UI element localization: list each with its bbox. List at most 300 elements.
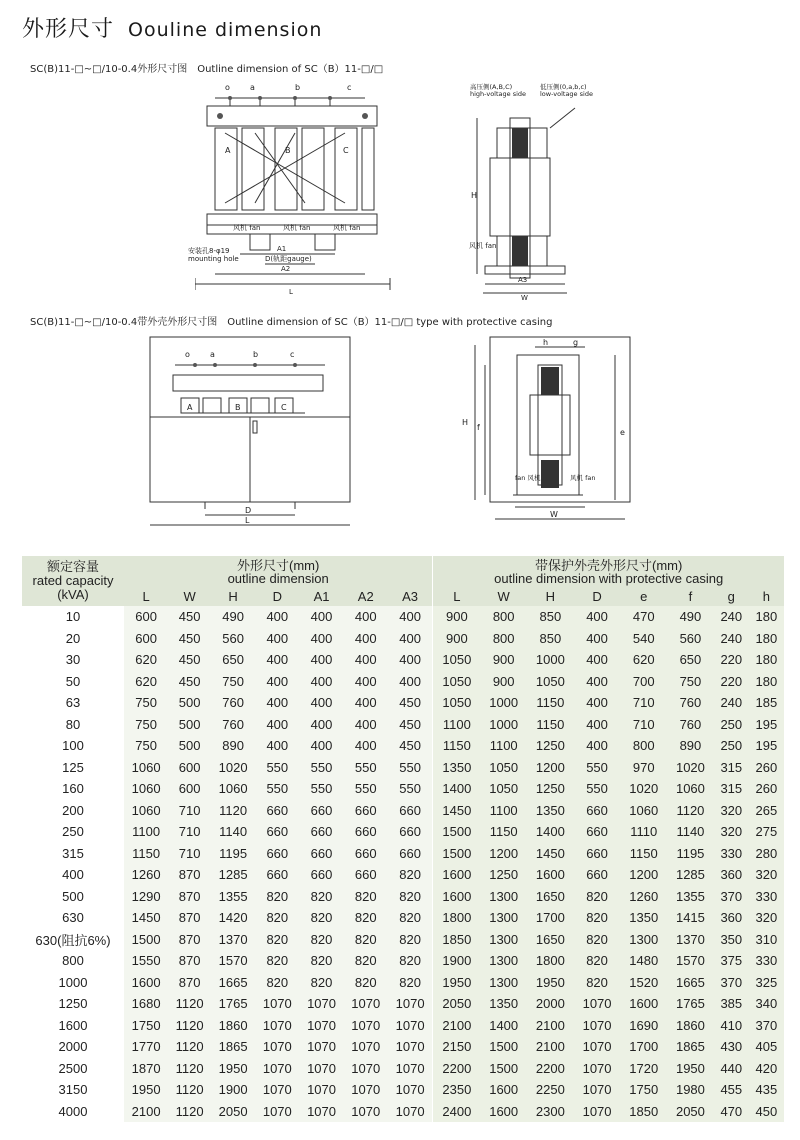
d2-fan-left: fan 风机 [515, 474, 541, 482]
table-cell: 1415 [667, 907, 714, 929]
table-cell: 760 [667, 692, 714, 714]
d1-hv-side [470, 84, 526, 98]
table-cell: 1260 [620, 886, 667, 908]
table-cell: 2400 [433, 1101, 481, 1123]
table-cell: 1120 [168, 1079, 211, 1101]
table-cell: 1285 [211, 864, 255, 886]
table-cell: 400 [299, 671, 343, 693]
table-cell: 560 [667, 628, 714, 650]
d1-L: L [289, 288, 293, 296]
table-cell: 550 [255, 778, 299, 800]
table-cell: 1770 [124, 1036, 168, 1058]
table-cell: 1400 [433, 778, 481, 800]
table-cell: 600 [168, 778, 211, 800]
table-cell: 700 [620, 671, 667, 693]
table-cell: 660 [255, 843, 299, 865]
d2-L: L [245, 516, 250, 525]
d1-W: W [521, 294, 528, 300]
table-cell: 1070 [574, 1036, 621, 1058]
table-cell: 2100 [433, 1015, 481, 1037]
table-cell: 320 [749, 907, 784, 929]
table-cell: 890 [667, 735, 714, 757]
table-cell: 400 [574, 692, 621, 714]
diagram2-caption-en: Outline dimension of SC（B）11-□/□ type with protective casing [227, 317, 553, 328]
table-cell: 660 [255, 821, 299, 843]
table-cell: 400 [574, 714, 621, 736]
table-cell: 385 [714, 993, 749, 1015]
table-cell: 760 [667, 714, 714, 736]
table-cell: 1070 [574, 993, 621, 1015]
table-cell: 435 [749, 1079, 784, 1101]
d2-W: W [550, 510, 558, 519]
table-cell: 1070 [388, 1036, 433, 1058]
header-capacity-unit: (kVA) [57, 587, 89, 602]
table-cell-capacity: 1600 [22, 1015, 124, 1037]
table-cell: 1070 [344, 1058, 388, 1080]
table-cell: 1300 [480, 929, 527, 951]
table-cell: 1070 [388, 1058, 433, 1080]
table-cell: 320 [714, 821, 749, 843]
table-cell: 1570 [211, 950, 255, 972]
table-cell: 750 [124, 735, 168, 757]
column-header: f [667, 586, 714, 606]
table-cell: 1150 [433, 735, 481, 757]
table-cell: 1070 [344, 993, 388, 1015]
d1-A3: A3 [518, 276, 528, 284]
table-row [22, 757, 784, 779]
table-cell-capacity: 250 [22, 821, 124, 843]
column-header: W [168, 586, 211, 606]
table-cell: 1950 [124, 1079, 168, 1101]
table-cell: 890 [211, 735, 255, 757]
table-cell: 450 [168, 649, 211, 671]
d2-label-c: c [290, 350, 295, 359]
table-cell: 820 [574, 950, 621, 972]
table-cell-capacity: 10 [22, 606, 124, 628]
table-cell: 970 [620, 757, 667, 779]
table-cell: 400 [299, 649, 343, 671]
table-cell: 1300 [480, 950, 527, 972]
table-cell: 2000 [527, 993, 574, 1015]
table-cell: 450 [168, 628, 211, 650]
column-header: D [255, 586, 299, 606]
table-cell: 660 [299, 800, 343, 822]
table-cell: 400 [299, 692, 343, 714]
table-cell: 710 [168, 800, 211, 822]
table-cell: 500 [168, 735, 211, 757]
table-cell: 1100 [433, 714, 481, 736]
table-cell: 820 [574, 886, 621, 908]
table-cell: 1400 [480, 1015, 527, 1037]
column-header: e [620, 586, 667, 606]
table-cell: 400 [255, 671, 299, 693]
table-cell: 660 [299, 821, 343, 843]
table-cell-capacity: 630(阻抗6%) [22, 929, 124, 951]
table-cell: 820 [344, 886, 388, 908]
table-cell: 550 [344, 757, 388, 779]
table-cell: 400 [344, 735, 388, 757]
diagram1-caption [30, 60, 383, 75]
table-cell: 400 [388, 671, 433, 693]
dimension-table-wrap [22, 556, 784, 1122]
table-cell: 1350 [527, 800, 574, 822]
column-header: L [433, 586, 481, 606]
d1-hv-zh: 高压侧(A,B,C) [470, 83, 513, 91]
table-cell: 660 [388, 843, 433, 865]
table-row [22, 1036, 784, 1058]
header-rated-capacity [22, 556, 124, 606]
table-cell: 370 [714, 972, 749, 994]
table-row [22, 628, 784, 650]
table-cell: 430 [714, 1036, 749, 1058]
table-cell: 2250 [527, 1079, 574, 1101]
table-cell: 1750 [620, 1079, 667, 1101]
table-row [22, 950, 784, 972]
table-cell: 1070 [255, 1036, 299, 1058]
table-cell: 820 [388, 886, 433, 908]
d1-D: D(轨距gauge) [265, 255, 312, 263]
table-cell: 470 [714, 1101, 749, 1123]
table-cell: 870 [168, 886, 211, 908]
table-cell: 660 [299, 864, 343, 886]
table-cell: 870 [168, 929, 211, 951]
table-cell: 820 [299, 907, 343, 929]
table-cell: 1720 [620, 1058, 667, 1080]
table-cell: 900 [433, 606, 481, 628]
table-row [22, 606, 784, 628]
table-cell: 330 [749, 886, 784, 908]
table-cell: 370 [714, 886, 749, 908]
table-cell: 850 [527, 628, 574, 650]
table-row [22, 692, 784, 714]
table-cell: 410 [714, 1015, 749, 1037]
table-cell: 1150 [480, 821, 527, 843]
d2-h: h [543, 338, 549, 347]
table-cell: 1900 [211, 1079, 255, 1101]
table-cell-capacity: 315 [22, 843, 124, 865]
table-cell: 710 [168, 821, 211, 843]
table-cell: 1290 [124, 886, 168, 908]
table-cell: 660 [344, 843, 388, 865]
table-cell: 330 [714, 843, 749, 865]
table-cell: 800 [480, 628, 527, 650]
table-cell: 1070 [574, 1079, 621, 1101]
table-cell: 750 [124, 714, 168, 736]
diagram1-front-view [195, 78, 400, 303]
header-capacity-en: rated capacity [32, 573, 114, 588]
header-capacity-zh: 额定容量 [46, 559, 99, 574]
table-cell: 750 [211, 671, 255, 693]
table-cell: 820 [388, 972, 433, 994]
d1-fan3: 风机 fan [333, 224, 361, 232]
table-cell: 2200 [433, 1058, 481, 1080]
table-cell: 1000 [527, 649, 574, 671]
table-cell: 820 [388, 950, 433, 972]
table-cell: 405 [749, 1036, 784, 1058]
table-cell: 1000 [480, 692, 527, 714]
table-cell: 1200 [527, 757, 574, 779]
table-row [22, 1058, 784, 1080]
table-cell: 1100 [480, 735, 527, 757]
table-cell: 400 [299, 735, 343, 757]
table-cell: 550 [574, 757, 621, 779]
table-cell-capacity: 630 [22, 907, 124, 929]
table-cell: 1350 [620, 907, 667, 929]
table-cell: 1070 [255, 1079, 299, 1101]
dimension-table [22, 556, 784, 1122]
table-cell-capacity: 500 [22, 886, 124, 908]
table-cell: 400 [344, 692, 388, 714]
table-cell: 820 [344, 972, 388, 994]
table-cell: 1355 [211, 886, 255, 908]
table-cell: 820 [388, 907, 433, 929]
table-cell: 220 [714, 671, 749, 693]
table-cell: 660 [344, 800, 388, 822]
d1-mount-en: mounting hole [188, 255, 239, 263]
table-cell: 820 [388, 929, 433, 951]
d1-fan-side: 风机 fan [469, 242, 497, 250]
table-cell: 1260 [124, 864, 168, 886]
d2-e: e [620, 428, 625, 437]
table-cell: 1765 [667, 993, 714, 1015]
table-cell: 1600 [480, 1079, 527, 1101]
table-cell: 350 [714, 929, 749, 951]
table-cell: 1020 [667, 757, 714, 779]
table-cell: 800 [620, 735, 667, 757]
table-cell: 820 [574, 907, 621, 929]
table-cell: 1865 [211, 1036, 255, 1058]
table-cell: 340 [749, 993, 784, 1015]
table-cell: 375 [714, 950, 749, 972]
table-cell: 820 [344, 929, 388, 951]
table-cell: 1600 [433, 886, 481, 908]
page-title-en: Oouline dimension [128, 19, 323, 41]
table-cell: 400 [388, 628, 433, 650]
table-cell-capacity: 160 [22, 778, 124, 800]
table-cell-capacity: 50 [22, 671, 124, 693]
page-title [22, 12, 322, 43]
table-cell: 400 [574, 606, 621, 628]
table-row [22, 800, 784, 822]
table-cell: 1500 [124, 929, 168, 951]
table-cell: 360 [714, 907, 749, 929]
table-cell: 660 [388, 821, 433, 843]
table-cell: 660 [255, 864, 299, 886]
table-cell: 1050 [433, 692, 481, 714]
table-cell: 1420 [211, 907, 255, 929]
table-cell: 1500 [480, 1036, 527, 1058]
table-cell: 1480 [620, 950, 667, 972]
table-row [22, 671, 784, 693]
header-group1-zh: 外形尺寸(mm) [237, 558, 320, 573]
table-cell: 400 [344, 628, 388, 650]
table-cell: 1370 [667, 929, 714, 951]
table-row [22, 1101, 784, 1123]
table-cell: 185 [749, 692, 784, 714]
table-cell: 1060 [211, 778, 255, 800]
table-cell: 1110 [620, 821, 667, 843]
table-cell: 180 [749, 628, 784, 650]
table-cell-capacity: 1250 [22, 993, 124, 1015]
d1-label-B: B [285, 146, 291, 155]
table-cell-capacity: 20 [22, 628, 124, 650]
table-cell: 1860 [667, 1015, 714, 1037]
table-cell: 1400 [527, 821, 574, 843]
table-cell: 1700 [527, 907, 574, 929]
d2-label-o: o [185, 350, 190, 359]
table-cell: 1860 [211, 1015, 255, 1037]
table-cell: 560 [211, 628, 255, 650]
table-cell: 1200 [480, 843, 527, 865]
table-cell: 1600 [480, 1101, 527, 1123]
table-cell: 550 [299, 778, 343, 800]
table-cell: 1070 [574, 1015, 621, 1037]
table-cell: 1600 [620, 993, 667, 1015]
table-cell: 1865 [667, 1036, 714, 1058]
table-cell: 1600 [124, 972, 168, 994]
table-cell: 600 [124, 628, 168, 650]
table-cell: 450 [388, 692, 433, 714]
table-cell: 1500 [433, 821, 481, 843]
d1-mount-hole [188, 247, 239, 263]
table-cell: 750 [124, 692, 168, 714]
table-cell: 820 [255, 950, 299, 972]
table-cell: 1350 [433, 757, 481, 779]
table-cell-capacity: 1000 [22, 972, 124, 994]
table-cell: 1070 [574, 1058, 621, 1080]
table-cell: 2100 [124, 1101, 168, 1123]
table-cell: 820 [255, 929, 299, 951]
table-cell: 1450 [124, 907, 168, 929]
table-cell: 275 [749, 821, 784, 843]
d1-fan2: 风机 fan [283, 224, 311, 232]
table-row [22, 843, 784, 865]
table-cell: 400 [388, 606, 433, 628]
table-cell-capacity: 125 [22, 757, 124, 779]
d1-label-c: c [347, 83, 352, 92]
d1-H: H [471, 191, 478, 200]
d1-label-a: a [250, 83, 255, 92]
diagram2-side-view [455, 335, 640, 530]
d1-lv-en: low-voltage side [540, 90, 593, 98]
table-cell: 1250 [480, 864, 527, 886]
table-cell: 650 [211, 649, 255, 671]
diagram2-front-view [145, 335, 355, 530]
table-cell: 2050 [433, 993, 481, 1015]
table-cell: 1070 [299, 1058, 343, 1080]
d2-g: g [573, 338, 579, 347]
table-cell: 2350 [433, 1079, 481, 1101]
table-row [22, 649, 784, 671]
table-cell: 180 [749, 671, 784, 693]
table-cell: 490 [667, 606, 714, 628]
table-cell: 400 [574, 649, 621, 671]
d2-label-C: C [281, 403, 287, 412]
table-cell: 400 [255, 692, 299, 714]
table-cell: 760 [211, 692, 255, 714]
table-cell: 660 [255, 800, 299, 822]
table-cell: 400 [255, 606, 299, 628]
table-cell: 400 [255, 649, 299, 671]
d2-label-b: b [253, 350, 259, 359]
table-cell: 1520 [620, 972, 667, 994]
table-cell: 1600 [433, 864, 481, 886]
d2-fan-right: 风机 fan [570, 474, 596, 482]
table-cell: 870 [168, 907, 211, 929]
table-cell: 1800 [433, 907, 481, 929]
table-cell: 455 [714, 1079, 749, 1101]
table-cell: 550 [255, 757, 299, 779]
table-cell: 1100 [124, 821, 168, 843]
header-group1-en: outline dimension [227, 571, 329, 586]
table-cell: 1070 [255, 1015, 299, 1037]
d1-label-b: b [295, 83, 301, 92]
table-cell: 550 [574, 778, 621, 800]
table-cell: 1070 [299, 1079, 343, 1101]
table-cell: 330 [749, 950, 784, 972]
table-cell: 1070 [574, 1101, 621, 1123]
table-cell: 1250 [527, 735, 574, 757]
table-cell: 1000 [480, 714, 527, 736]
table-cell: 1140 [667, 821, 714, 843]
table-cell: 1250 [527, 778, 574, 800]
table-cell: 1680 [124, 993, 168, 1015]
table-cell: 1870 [124, 1058, 168, 1080]
table-row [22, 864, 784, 886]
table-cell: 820 [344, 907, 388, 929]
table-cell: 1650 [527, 886, 574, 908]
table-cell: 900 [480, 649, 527, 671]
table-cell: 1050 [480, 757, 527, 779]
table-cell: 1355 [667, 886, 714, 908]
table-cell: 820 [299, 886, 343, 908]
table-cell: 1950 [667, 1058, 714, 1080]
table-cell: 400 [574, 671, 621, 693]
table-cell: 220 [714, 649, 749, 671]
table-cell: 1120 [168, 1036, 211, 1058]
table-cell: 660 [344, 821, 388, 843]
table-cell: 540 [620, 628, 667, 650]
table-cell: 400 [344, 671, 388, 693]
header-group2-zh: 带保护外壳外形尺寸(mm) [535, 558, 683, 573]
table-row [22, 972, 784, 994]
table-cell: 1100 [480, 800, 527, 822]
table-cell: 400 [255, 714, 299, 736]
table-cell: 325 [749, 972, 784, 994]
table-cell: 650 [667, 649, 714, 671]
table-cell: 195 [749, 735, 784, 757]
table-cell: 1120 [211, 800, 255, 822]
d2-H: H [462, 418, 469, 427]
table-cell: 400 [255, 628, 299, 650]
table-cell: 400 [255, 735, 299, 757]
table-cell: 1800 [527, 950, 574, 972]
table-cell: 490 [211, 606, 255, 628]
table-cell: 820 [299, 950, 343, 972]
table-cell-capacity: 200 [22, 800, 124, 822]
table-cell: 900 [480, 671, 527, 693]
column-header: A3 [388, 586, 433, 606]
table-cell: 1070 [299, 993, 343, 1015]
table-cell: 1285 [667, 864, 714, 886]
table-cell: 1070 [255, 1058, 299, 1080]
table-cell: 400 [299, 714, 343, 736]
table-cell: 820 [574, 929, 621, 951]
table-cell: 450 [749, 1101, 784, 1123]
table-cell: 400 [574, 628, 621, 650]
d2-label-a: a [210, 350, 215, 359]
table-cell: 660 [388, 800, 433, 822]
